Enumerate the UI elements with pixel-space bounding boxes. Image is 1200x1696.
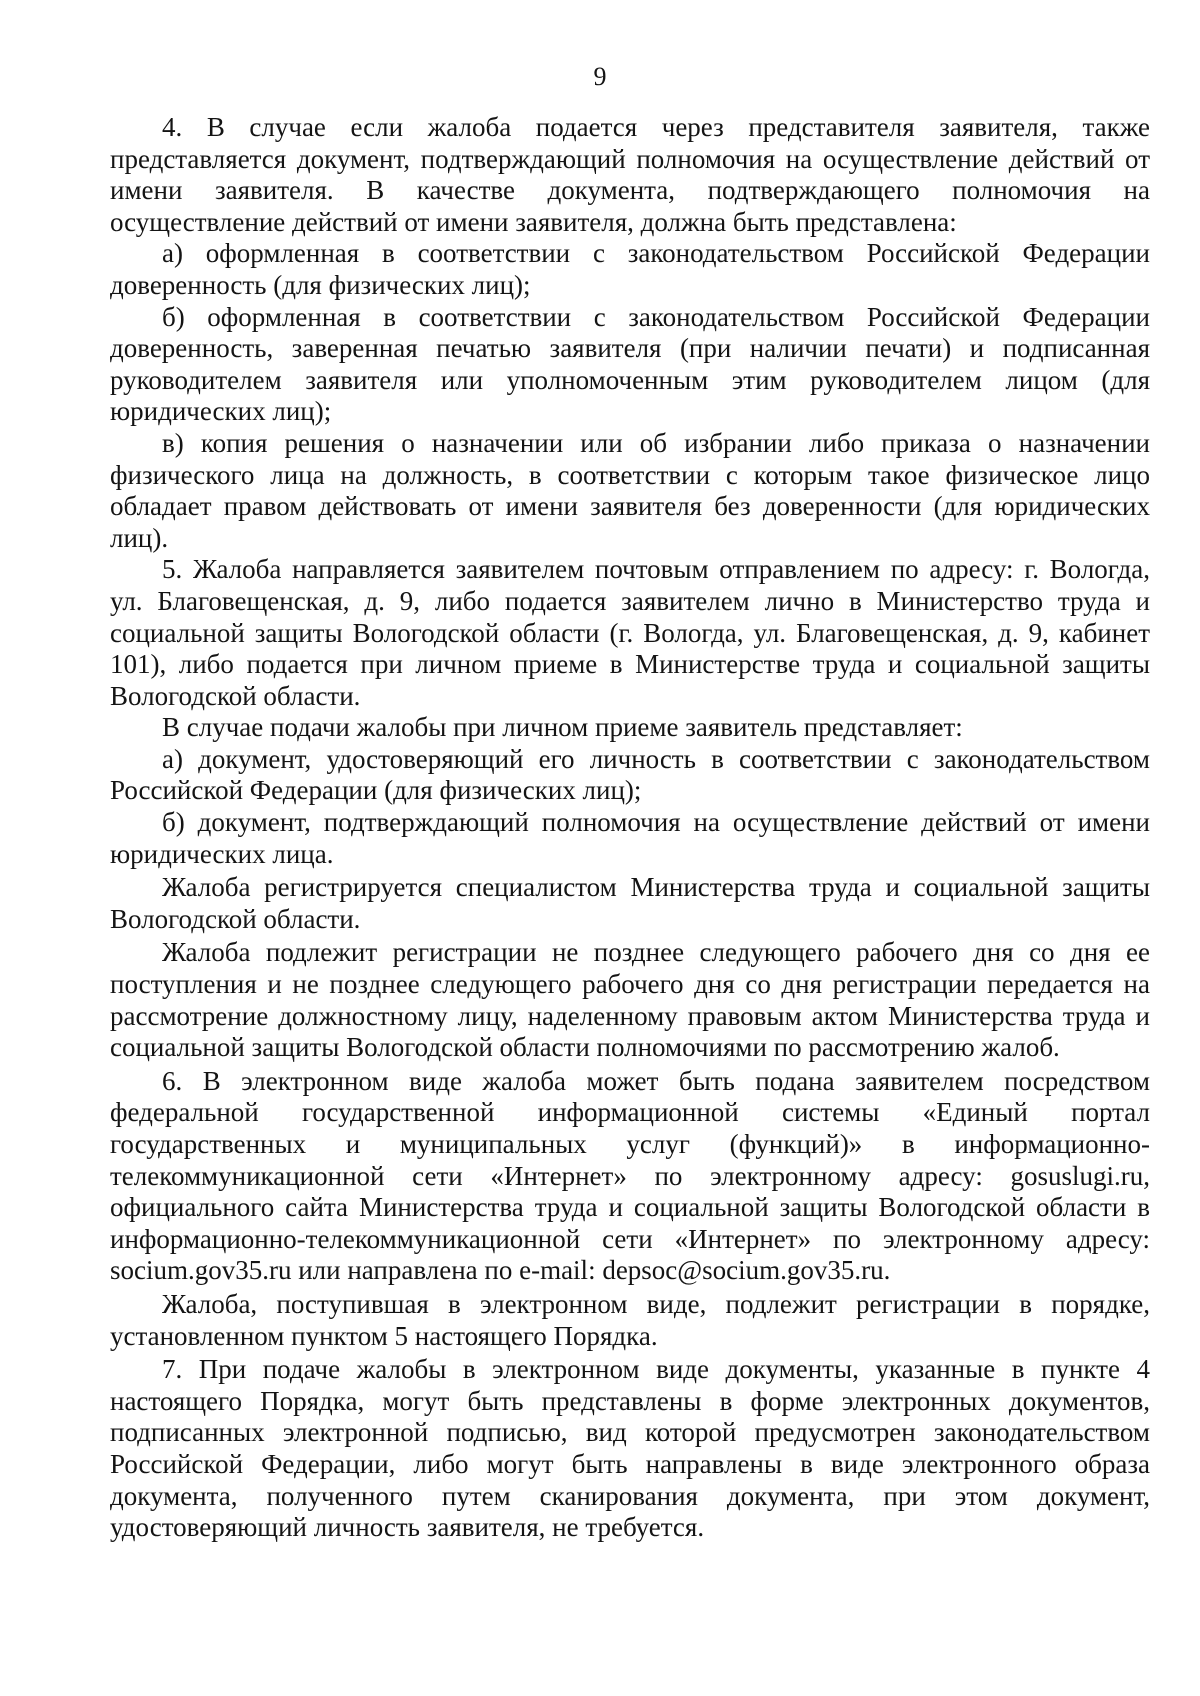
- paragraph-item-4v: в) копия решения о назначении или об избрании либо приказа о назначении физического лица на должность, в соответствии с которым такое физическое лицо обладает правом действовать от имени заявителя без доверенности (для юридических лиц).: [110, 427, 1150, 553]
- paragraph-item-7: 7. При подаче жалобы в электронном виде документы, указанные в пункте 4 настоящего Порядка, могут быть представлены в форме электронных документов, подписанных электронной подписью, вид которой предусмотрен законодательством Российской Федерации, либо могут быть направлены в виде электронного образа документа, полученного путем сканирования документа, при этом документ, удостоверяющий личность заявителя, не требуется.: [110, 1354, 1150, 1543]
- paragraph-personal-reception: В случае подачи жалобы при личном приеме заявитель представляет:: [162, 712, 963, 743]
- paragraph-registration-deadline: Жалоба подлежит регистрации не позднее следующего рабочего дня со дня ее поступления и не позднее следующего рабочего дня со дня регистрации передается на рассмотрение должностному лицу, наделенному правовым актом Министерства труда и социальной защиты Вологодской области полномочиями по рассмотрению жалоб.: [110, 937, 1150, 1063]
- paragraph-reception-a: а) документ, удостоверяющий его личность в соответствии с законодательством Российской Федерации (для физических лиц);: [110, 743, 1150, 806]
- paragraph-item-4a: а) оформленная в соответствии с законодательством Российской Федерации доверенность (для физических лиц);: [110, 238, 1150, 300]
- page-number: 9: [593, 62, 607, 91]
- paragraph-reception-b: б) документ, подтверждающий полномочия на осуществление действий от имени юридических лица.: [110, 807, 1150, 869]
- paragraph-item-5: 5. Жалоба направляется заявителем почтовым отправлением по адресу: г. Вологда, ул. Благовещенская, д. 9, либо подается заявителем лично в Министерство труда и социальной защиты Вологодской области (г. Вологда, ул. Благовещенская, д. 9, кабинет 101), либо подается при личном приеме в Министерстве труда и социальной защиты Вологодской области.: [110, 554, 1150, 711]
- paragraph-electronic-registration: Жалоба, поступившая в электронном виде, подлежит регистрации в порядке, установленном пунктом 5 настоящего Порядка.: [110, 1288, 1150, 1351]
- document-body: [110, 112, 1150, 1544]
- paragraph-registration: Жалоба регистрируется специалистом Министерства труда и социальной защиты Вологодской области.: [110, 872, 1150, 934]
- paragraph-item-6: 6. В электронном виде жалоба может быть подана заявителем посредством федеральной государственной информационной системы «Единый портал государственных и муниципальных услуг (функций)» в информационно-телекоммуникационной сети «Интернет» по электронному адресу: gosuslugi.ru, официального сайта Министерства труда и социальной защиты Вологодской области в информационно-телекоммуникационной сети «Интернет» по электронному адресу: socium.gov35.ru или направлена по e-mail: depsoc@socium.gov35.ru.: [110, 1065, 1150, 1286]
- paragraph-item-4b: б) оформленная в соответствии с законодательством Российской Федерации доверенность, заверенная печатью заявителя (при наличии печати) и подписанная руководителем заявителя или уполномоченным этим руководителем лицом (для юридических лиц);: [110, 301, 1150, 427]
- paragraph-item-4-intro: 4. В случае если жалоба подается через представителя заявителя, также представляется документ, подтверждающий полномочия на осуществление действий от имени заявителя. В качестве документа, подтверждающего полномочия на осуществление действий от имени заявителя, должна быть представлена:: [110, 112, 1150, 237]
